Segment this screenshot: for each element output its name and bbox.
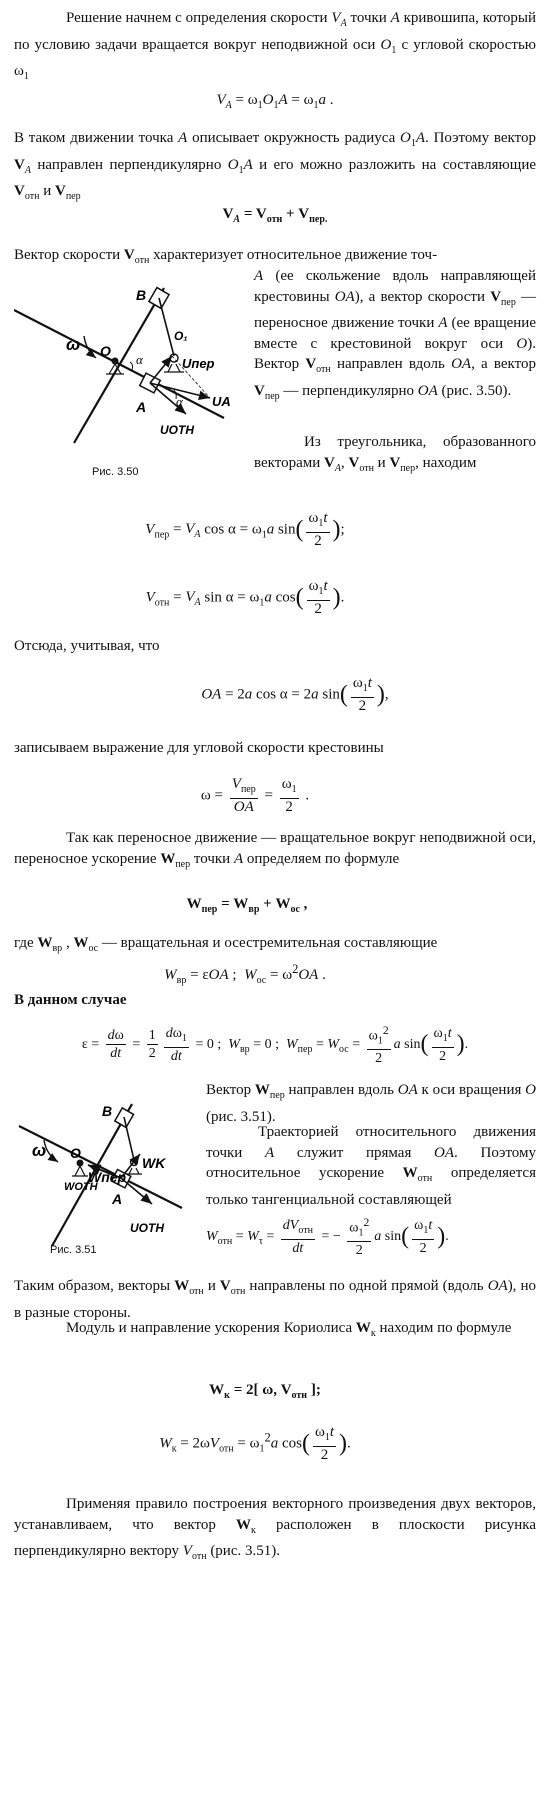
figure-3-50 <box>14 268 254 478</box>
equation-wk: $W_к = 2\omega V_{отн} = \omega_1^2a$ cos( $\frac{\omega_1t}{2}$ ). <box>159 1424 351 1463</box>
equation-va: $V_A = \omega_1O_1A = \omega_1a$ . <box>216 92 334 111</box>
equation-vpep: $V_{пер} = V_A$ $\cos \alpha = \omega_1a$ sin( $\frac{\omega_1t}{2}$ ); <box>145 510 345 549</box>
paragraph-12: Таким образом, векторы $W_{отн}$ и $V_{отн}$ направлены по одной прямой (вдоль OA), но в разные стороны. <box>14 1278 537 1321</box>
equation-wk-vector: $W_к = 2$[ ω, $V_{отн}$ ]; <box>209 1382 321 1401</box>
fig2-label-b: B <box>102 1103 113 1119</box>
fig2-label-uotn: UOТН <box>130 1221 164 1235</box>
figure-3-50-caption: Рис. 3.50 <box>92 466 139 478</box>
paragraph-1: Решение начнем с определения скорости $V_A$ точки A кривошипа, который по условию задачи вращается вокруг неподвижной оси $O_1$ с угловой скоростью $\omega_1$ <box>14 10 537 82</box>
figure-3-51-caption: Рис. 3.51 <box>50 1244 97 1256</box>
paragraph-4: Из треугольника, образованного векторами $V_A$, $V_{отн}$ и $V_{пер}$, находим <box>254 434 536 474</box>
fig1-label-omega: ω <box>66 335 81 354</box>
paragraph-3-right: A (ее скольжение вдоль направляющей крестовины OA), а вектор скорости $V_{пер}$ — переносное движение точки A (ее вращение вместе с крестовиной вокруг оси O). Вектор $V_{отн}$ направлен вдоль OA, а вектор $V_{пер}$ — перпендикулярно OA (рис. 3.50). <box>254 268 536 402</box>
fig2-label-wotn: WOТН <box>64 1181 98 1193</box>
fig1-label-alpha-2: α <box>176 394 183 409</box>
paragraph-7: Так как переносное движение — вращательное вокруг неподвижной оси, переносное ускорение $W_{пер}$ точки A определяем по формуле <box>14 830 536 870</box>
paragraph-11: Траекторией относительного движения точки A служит прямая OA. Поэтому относительное ускорение $W_{отн}$ определяется только тангенциальной составляющей <box>206 1124 537 1208</box>
paragraph-14: Применяя правило построения векторного произведения двух векторов, устанавливаем, что вектор $W_к$ расположен в плоскости рисунка перпендикулярно вектору $V_{отн}$ (рис. 3.51). <box>14 1496 536 1562</box>
fig1-label-uotn: UOТН <box>160 423 194 437</box>
equation-wvr-wos: $W_{вр} = \varepsilon OA$ ; $W_{ос} = \omega^2OA$ . <box>164 962 326 986</box>
fig2-label-omega: ω <box>32 1141 47 1160</box>
paragraph-9: В данном случае <box>14 992 127 1008</box>
paragraph-6: записываем выражение для угловой скорости крестовины <box>14 740 384 756</box>
paragraph-5: Отсюда, учитывая, что <box>14 638 160 654</box>
fig1-label-ua: UA <box>212 394 231 409</box>
fig1-label-b: B <box>136 287 147 303</box>
equation-omega: ω = $\frac{V_{пер}}{OA}$ = $\frac{\omega_1}{2}$ . <box>200 776 310 815</box>
equation-epsilon: ε = $\frac{d\omega}{dt}$ = $\frac{1}{2}$ $\frac{d\omega_1}{dt}$ = 0 ; $W_{вр} = 0$ ; $W_{пер} = W_{ос}$ = $\frac{\omega_1^2}{2}$ a sin( $\frac{\omega_1t}{2}$ ). <box>81 1024 469 1067</box>
paragraph-13: Модуль и направление ускорения Кориолиса $W_к$ находим по формуле <box>66 1320 512 1339</box>
fig2-label-a: A <box>112 1191 123 1207</box>
fig2-label-o: O <box>70 1145 81 1161</box>
paragraph-8: где $W_{вр}$ , $W_{ос}$ — вращательная и осестремительная составляющие <box>14 935 438 954</box>
figure-3-51 <box>14 1086 194 1256</box>
fig1-label-alpha-1: α <box>136 352 143 367</box>
fig1-label-upep: Uпер <box>182 356 215 371</box>
fig2-label-wk: WK <box>142 1155 166 1171</box>
fig1-label-a: A <box>136 399 147 415</box>
paragraph-2: В таком движении точка A описывает окружность радиуса $O_1A$. Поэтому вектор $V_A$ направлен перпендикулярно $O_1A$ и его можно разложить на составляющие $V_{отн}$ и $V_{пер}$ <box>14 130 536 202</box>
equation-wpep: $W_{пер} = W_{вр} + W_{ос}$ , <box>186 896 308 915</box>
equation-oa: OA = 2a cos α = 2a sin( $\frac{\omega_1t}{2}$ ), <box>201 675 389 714</box>
equation-wotn: $W_{отн} = W_\tau$ = $\frac{dV_{отн}}{dt}$ = − $\frac{\omega_1^2}{2}$ a sin( $\frac{\omega_1t}{2}$ ). <box>206 1216 449 1259</box>
fig1-label-o: O <box>100 343 111 359</box>
paragraph-3-line-1: Вектор скорости $V_{отн}$ характеризует относительное движение точ- <box>14 247 438 266</box>
fig2-label-wpep: Wпер <box>88 1169 127 1185</box>
paragraph-10: Вектор $W_{пер}$ направлен вдоль OA к оси вращения O (рис. 3.51). <box>206 1082 536 1125</box>
fig1-label-o1: O₁ <box>174 329 188 343</box>
equation-va-sum: $V_A = V_{отн} + V_{пер.}$ <box>222 206 328 225</box>
equation-votn: $V_{отн} = V_A$ $\sin \alpha = \omega_1a$ cos( $\frac{\omega_1t}{2}$ ). <box>145 578 345 617</box>
